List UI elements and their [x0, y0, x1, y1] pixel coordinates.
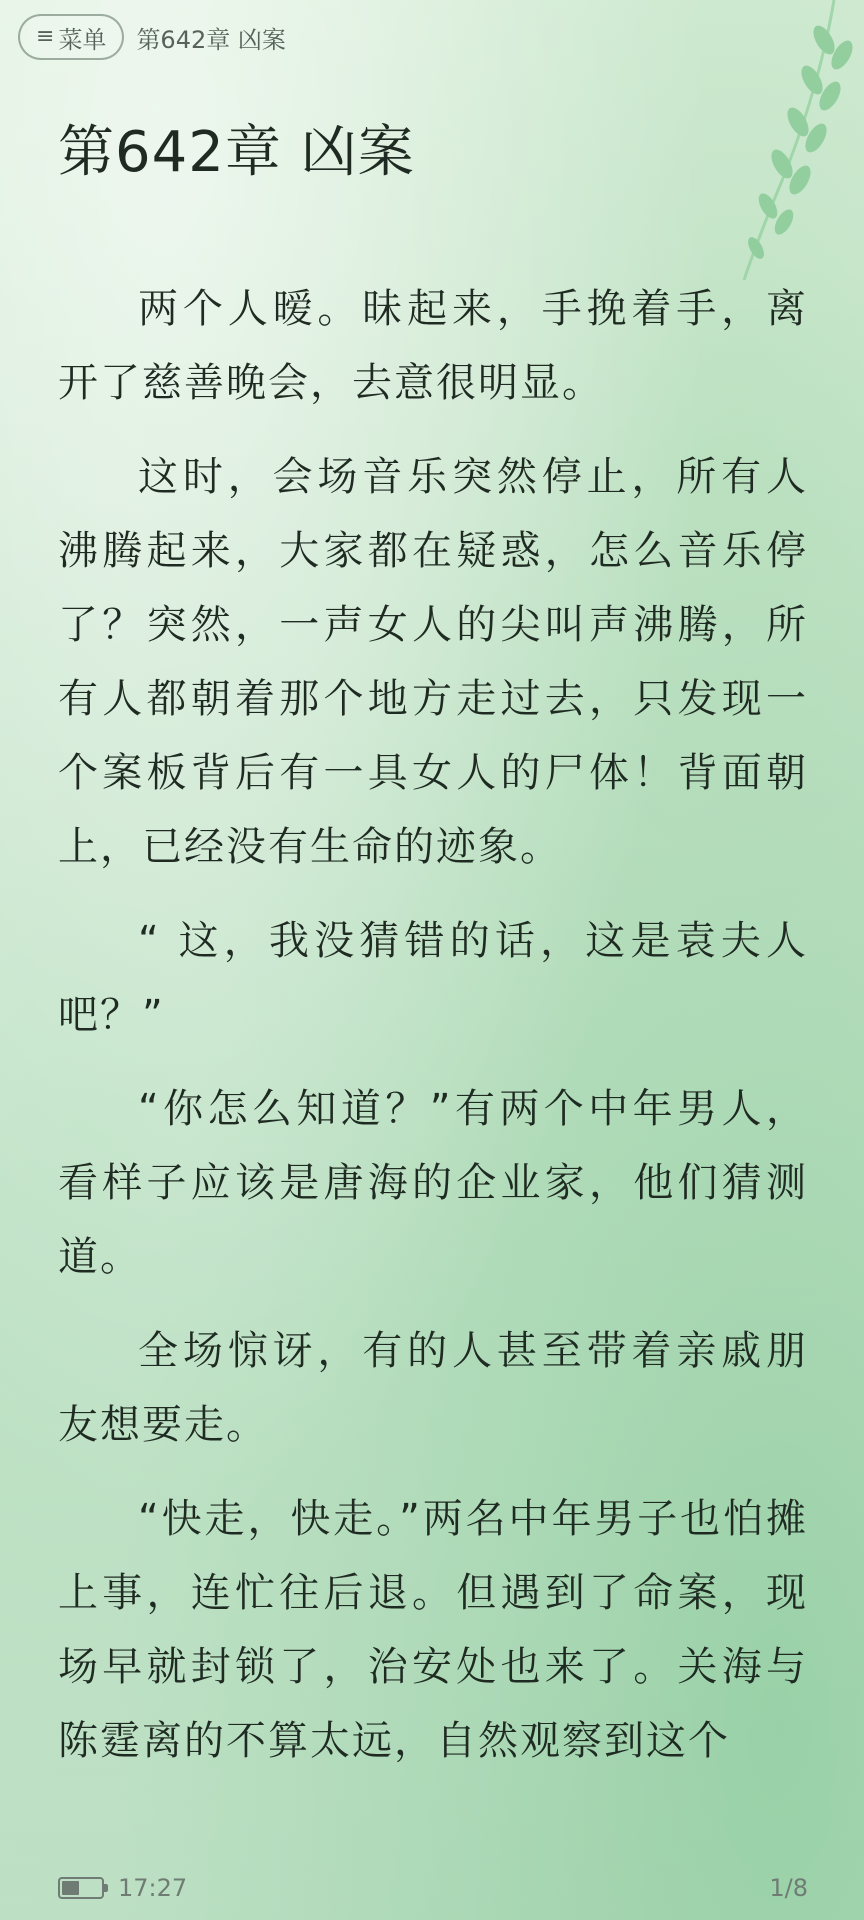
- chapter-title: 第642章 凶案: [58, 120, 415, 185]
- paragraph: “ 这，我没猜错的话，这是袁夫人吧？”: [58, 918, 808, 1038]
- battery-cap: [104, 1884, 108, 1892]
- status-time: 17:27: [118, 1874, 188, 1902]
- menu-button[interactable]: [18, 14, 124, 60]
- paragraph: “快走，快走。”两名中年男子也怕摊上事，连忙往后退。但遇到了命案，现场早就封锁了，治安处也来了。关海与陈霆离的不算太远，自然观察到这个: [58, 1496, 808, 1764]
- decorative-leaves: [684, 0, 864, 300]
- paragraph: 全场惊讶，有的人甚至带着亲戚朋友想要走。: [58, 1328, 808, 1448]
- paragraph: “你怎么知道？”有两个中年男人，看样子应该是唐海的企业家，他们猜测道。: [58, 1086, 808, 1280]
- top-bar: [18, 12, 286, 62]
- status-bar: [58, 1868, 808, 1908]
- page-indicator: 1/8: [769, 1874, 808, 1902]
- status-left: [58, 1874, 187, 1902]
- paragraph: 这时，会场音乐突然停止，所有人沸腾起来，大家都在疑惑，怎么音乐停了？突然，一声女人的尖叫声沸腾，所有人都朝着那个地方走过去，只发现一个案板背后有一具女人的尸体！背面朝上，已经没有生命的迹象。: [58, 454, 808, 870]
- chapter-content: [58, 272, 808, 1798]
- menu-icon: ≡: [36, 24, 55, 49]
- battery-fill: [62, 1881, 79, 1895]
- battery-icon: [58, 1877, 104, 1899]
- menu-label: 菜单: [58, 25, 107, 54]
- chapter-short-title: 第642章 凶案: [136, 25, 286, 54]
- paragraph: 两个人暧。昧起来，手挽着手，离开了慈善晚会，去意很明显。: [58, 286, 808, 406]
